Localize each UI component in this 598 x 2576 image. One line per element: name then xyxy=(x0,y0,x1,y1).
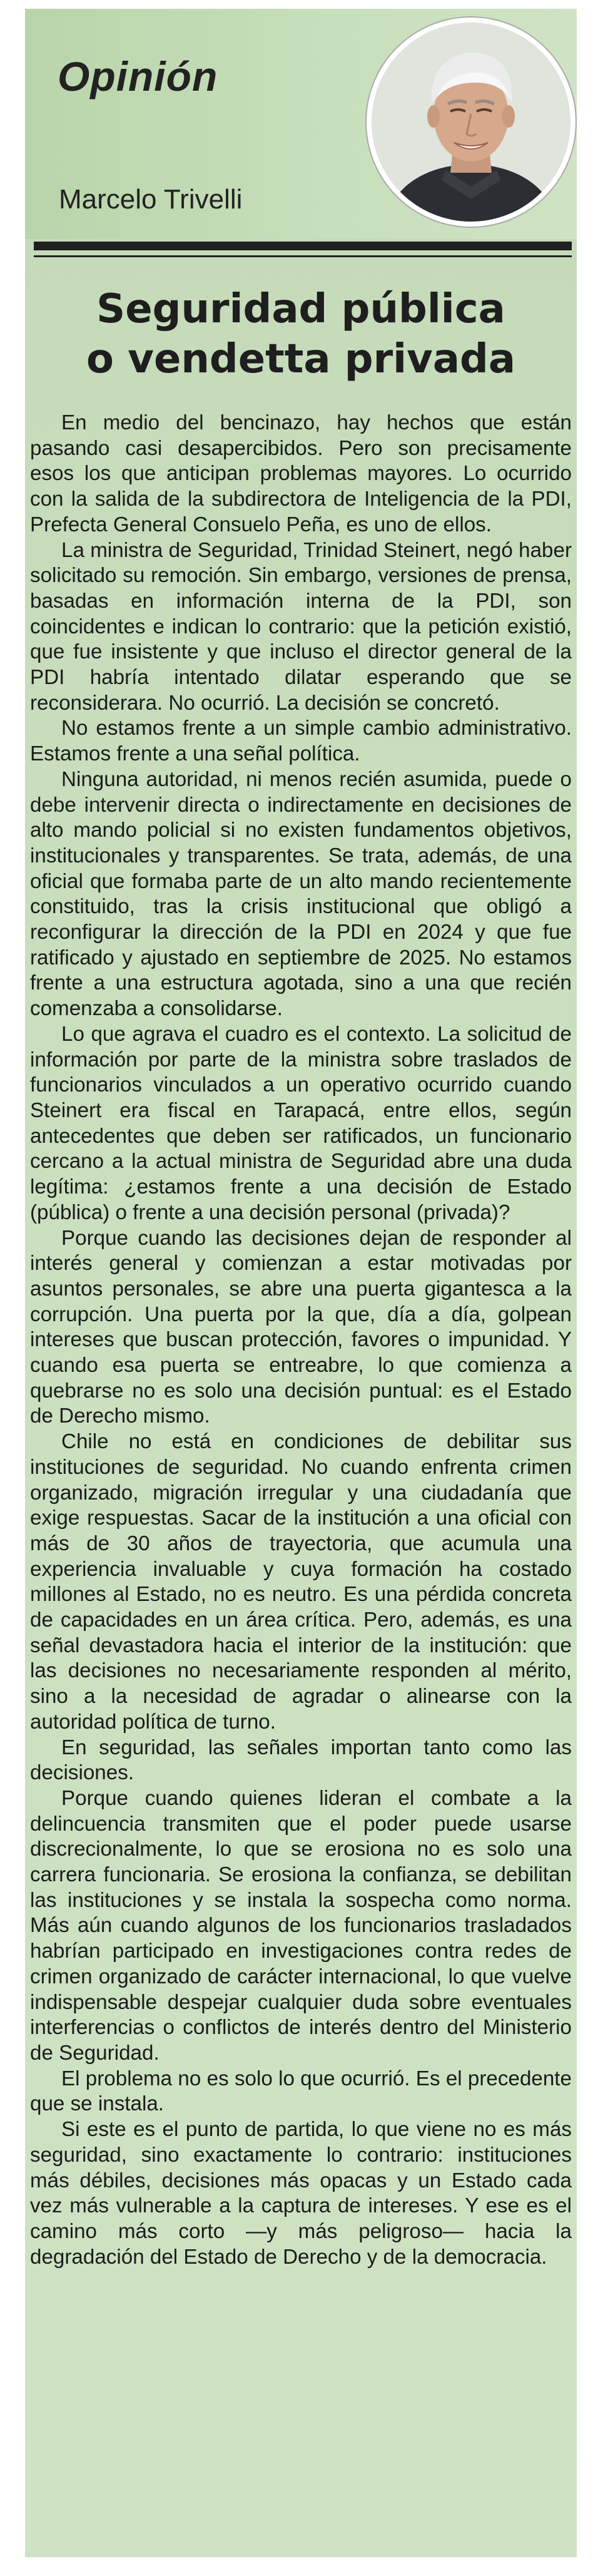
paragraph: Si este es el punto de partida, lo que viene no es más seguridad, sino exactamente lo contrario: instituciones más débiles, decisiones más opacas y un Estado cada vez más vulnerable a la captura de intereses. Y ese es el camino más corto —y más peligroso— hacia la degradación del Estado de Derecho y de la democracia. xyxy=(30,2118,572,2269)
paragraph: Porque cuando las decisiones dejan de responder al interés general y comienzan a estar motivadas por asuntos personales, se abre una puerta gigantesca a la corrupción. Una puerta por la que, día a día, golpean intereses que buscan protección, favores o impunidad. Y cuando esa puerta se entreabre, lo que comienza a quebrarse no es solo una decisión puntual: es el Estado de Derecho mismo. xyxy=(30,1226,572,1428)
article-body xyxy=(30,411,572,2270)
column-header xyxy=(25,9,577,239)
author-photo xyxy=(372,23,570,222)
paragraph: Lo que agrava el cuadro es el contexto. La solicitud de información por parte de la ministra sobre traslados de funcionarios vinculados a un operativo ocurrido cuando Steinert era fiscal en Tarapacá, entre ellos, según antecedentes que deben ser ratificados, un funcionario cercano a la actual ministra de Seguridad abre una duda legítima: ¿estamos frente a una decisión de Estado (pública) o frente a una decisión personal (privada)? xyxy=(30,1022,572,1224)
header-rule-thin xyxy=(34,255,572,257)
paragraph: En medio del bencinazo, hay hechos que están pasando casi desapercibidos. Pero son precisamente esos los que anticipan problemas mayores. Lo ocurrido con la salida de la subdirectora de Inteligencia de la PDI, Prefecta General Consuelo Peña, es uno de ellos. xyxy=(30,411,572,536)
paragraph: Porque cuando quienes lideran el combate a la delincuencia transmiten que el poder puede usarse discrecionalmente, lo que se erosiona no es solo una carrera funcionaria. Se erosiona la confianza, se debilitan las instituciones y se instala la sospecha como norma. Más aún cuando algunos de los funcionarios trasladados habrían participado en investigaciones contra redes de crimen organizado de carácter internacional, lo que vuelve indispensable despejar cualquier duda sobre eventuales interferencias o conflictos de interés dentro del Ministerio de Seguridad. xyxy=(30,1786,572,2065)
header-rule-thick xyxy=(34,242,572,250)
paragraph: Chile no está en condiciones de debilitar sus instituciones de seguridad. No cuando enfrenta crimen organizado, migración irregular y una ciudadanía que exige respuestas. Sacar de la institución a una oficial con más de 30 años de trayectoria, que acumula una experiencia invaluable y cuya formación ha costado millones al Estado, no es neutro. Es una pérdida concreta de capacidades en un área crítica. Pero, además, es una señal devastadora hacia el interior de la institución: que las decisiones no necesariamente responden al mérito, sino a la necesidad de agradar o alinearse con la autoridad política de turno. xyxy=(30,1430,572,1734)
section-label: Opinión xyxy=(58,53,218,100)
paragraph: Ninguna autoridad, ni menos recién asumida, puede o debe intervenir directa o indirectamente en decisiones de alto mando policial si no existen fundamentos objetivos, institucionales y transparentes. Se trata, además, de una oficial que formaba parte de un alto mando recientemente constituido, tras la crisis institucional que obligó a reconfigurar la dirección de la PDI en 2024 y que fue ratificado y ajustado en septiembre de 2025. No estamos frente a una estructura agotada, sino a una que recién comenzaba a consolidarse. xyxy=(30,767,572,1021)
paragraph: La ministra de Seguridad, Trinidad Steinert, negó haber solicitado su remoción. Sin embargo, versiones de prensa, basadas en información interna de la PDI, son coincidentes e indican lo contrario: que la petición existió, que fue insistente y que incluso el director general de la PDI habría intentado dilatar esperando que se reconsiderara. No ocurrió. La decisión se concretó. xyxy=(30,538,572,715)
headline-line-1: Seguridad pública xyxy=(96,286,505,332)
headline-line-2: o vendetta privada xyxy=(86,336,516,382)
paragraph: No estamos frente a un simple cambio administrativo. Estamos frente a una señal política. xyxy=(30,717,572,766)
article-headline xyxy=(25,284,577,384)
opinion-column xyxy=(25,9,577,2557)
paragraph: El problema no es solo lo que ocurrió. Es el precedente que se instala. xyxy=(30,2067,572,2116)
paragraph: En seguridad, las señales importan tanto como las decisiones. xyxy=(30,1735,572,1785)
author-portrait-image xyxy=(372,23,570,222)
author-name: Marcelo Trivelli xyxy=(59,184,243,215)
